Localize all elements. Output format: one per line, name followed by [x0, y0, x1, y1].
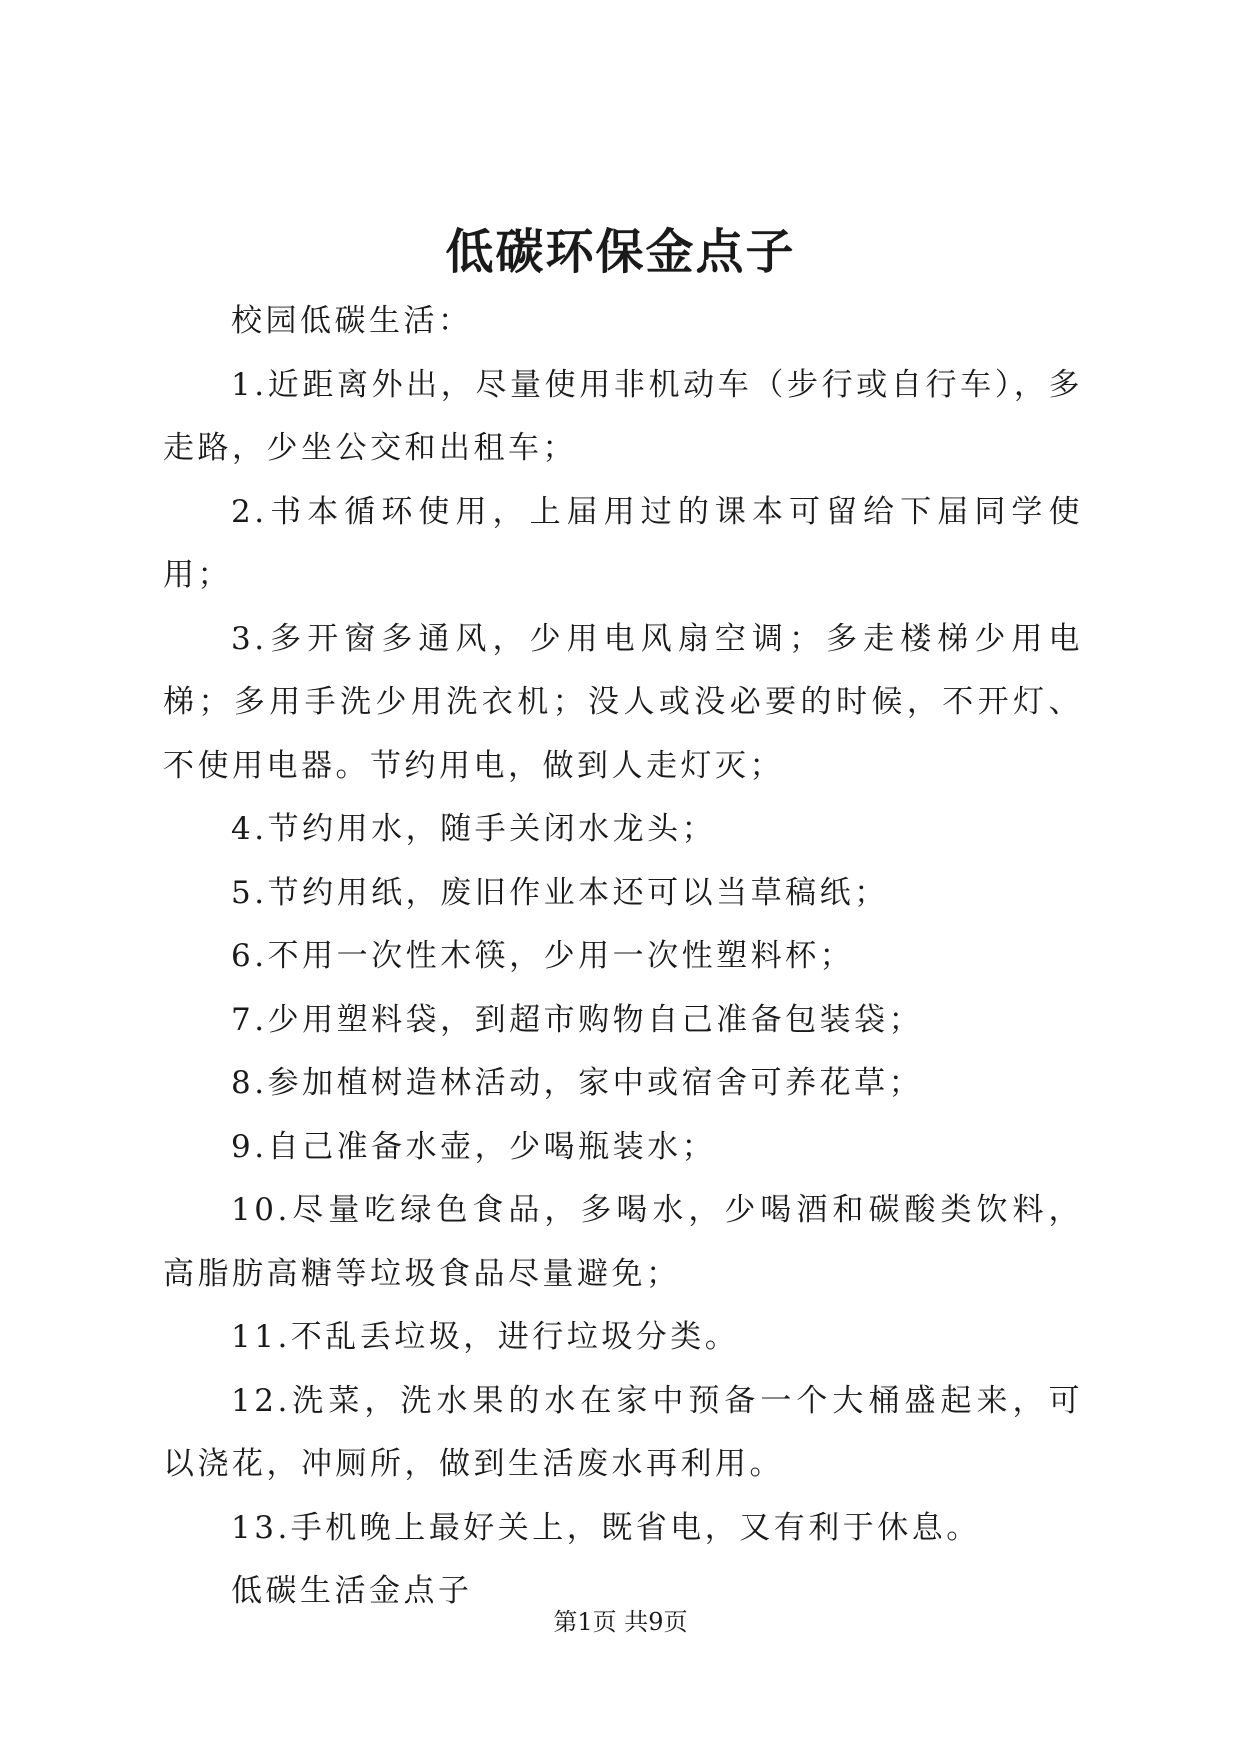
list-item-2: 2.书本循环使用，上届用过的课本可留给下届同学使用； — [163, 493, 1083, 593]
list-item-13: 13.手机晚上最好关上，既省电，又有利于休息。 — [231, 1509, 981, 1546]
page-footer: 第1页 共9页 — [553, 1608, 688, 1636]
paragraph-intro: 校园低碳生活： — [231, 303, 473, 339]
list-item-1: 1.近距离外出，尽量使用非机动车（步行或自行车），多走路，少坐公交和出租车； — [163, 366, 1083, 466]
document-title: 低碳环保金点子 — [445, 224, 796, 280]
list-item-9: 9.自己准备水壶，少喝瓶装水； — [231, 1128, 717, 1165]
list-item-4: 4.节约用水，随手关闭水龙头； — [231, 811, 717, 847]
list-item-6: 6.不用一次性木筷，少用一次性塑料杯； — [231, 938, 855, 974]
document-body — [163, 290, 1083, 1624]
list-item-3: 3.多开窗多通风，少用电风扇空调；多走楼梯少用电梯；多用手洗少用洗衣机；没人或没必要的时候，不开灯、不使用电器。节约用电，做到人走灯灭； — [163, 620, 1083, 784]
section-heading: 低碳生活金点子 — [231, 1573, 473, 1609]
list-item-12: 12.洗菜，洗水果的水在家中预备一个大桶盛起来，可以浇花，冲厕所，做到生活废水再利用。 — [163, 1382, 1083, 1482]
list-item-8: 8.参加植树造林活动，家中或宿舍可养花草； — [231, 1065, 924, 1101]
list-item-7: 7.少用塑料袋，到超市购物自己准备包装袋； — [231, 1001, 924, 1038]
list-item-11: 11.不乱丢垃圾，进行垃圾分类。 — [231, 1319, 740, 1355]
list-item-10: 10.尽量吃绿色食品，多喝水，少喝酒和碳酸类饮料，高脂肪高糖等垃圾食品尽量避免； — [163, 1192, 1083, 1292]
list-item-5: 5.节约用纸，废旧作业本还可以当草稿纸； — [231, 874, 889, 911]
